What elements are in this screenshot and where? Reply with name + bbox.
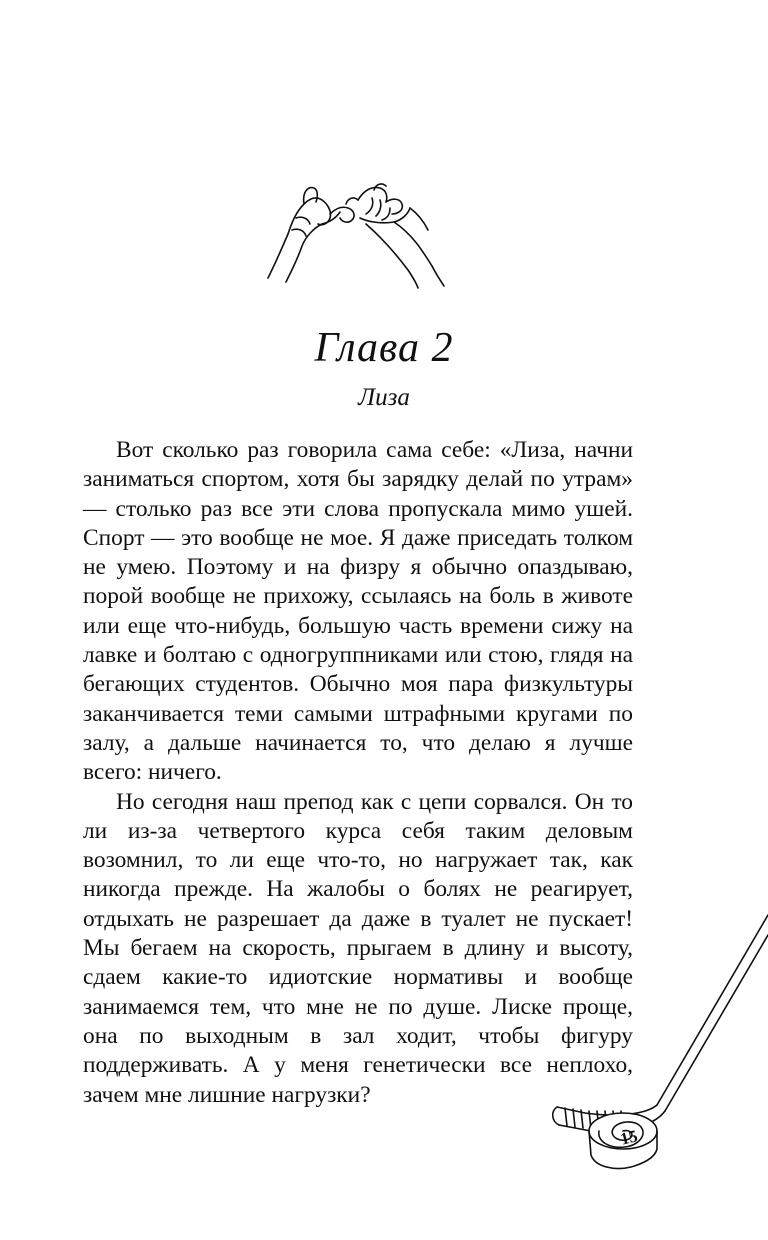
chapter-title: Глава 2 (314, 325, 454, 371)
pinky-promise-hands-illustration (262, 178, 452, 290)
page-number: 15 (618, 1126, 640, 1149)
hockey-stick-icon (545, 905, 768, 1190)
paragraph: Но сегодня наш препод как с цепи сорвался. Он то ли из-за четвертого курса себя таким деловым возомнил, то ли еще что-то, но нагружает так, как никогда прежде. На жалобы о болях не реагирует, отдыхать не разрешает да даже в туалет не пускает! Мы бегаем на скорость, прыгаем в длину и высоту, сдаем какие-то идиотские нормативы и вообще занимаемся тем, что мне не по душе. Лиске проще, она по выходным в зал ходит, чтобы фигуру поддерживать. А у меня генетически все неплохо, зачем мне лишние нагрузки? (83, 788, 633, 1108)
paragraph: Вот сколько раз говорила сама себе: «Лиза, начни заниматься спортом, хотя бы зарядку делай по утрам» — столько раз все эти слова пропускала мимо ушей. Спорт — это вообще не мое. Я даже приседать толком не умею. Поэтому и на физру я обычно опаздываю, порой вообще не прихожу, ссылаясь на боль в животе или еще что-нибудь, большую часть времени сижу на лавке и болтаю с одногруппниками или стою, глядя на бегающих студентов. Обычно моя пара физкультуры заканчивается теми самыми штрафными кругами по залу, а дальше начинается то, что делаю я лучше всего: ничего. (83, 437, 633, 786)
chapter-subtitle: Лиза (358, 384, 410, 411)
